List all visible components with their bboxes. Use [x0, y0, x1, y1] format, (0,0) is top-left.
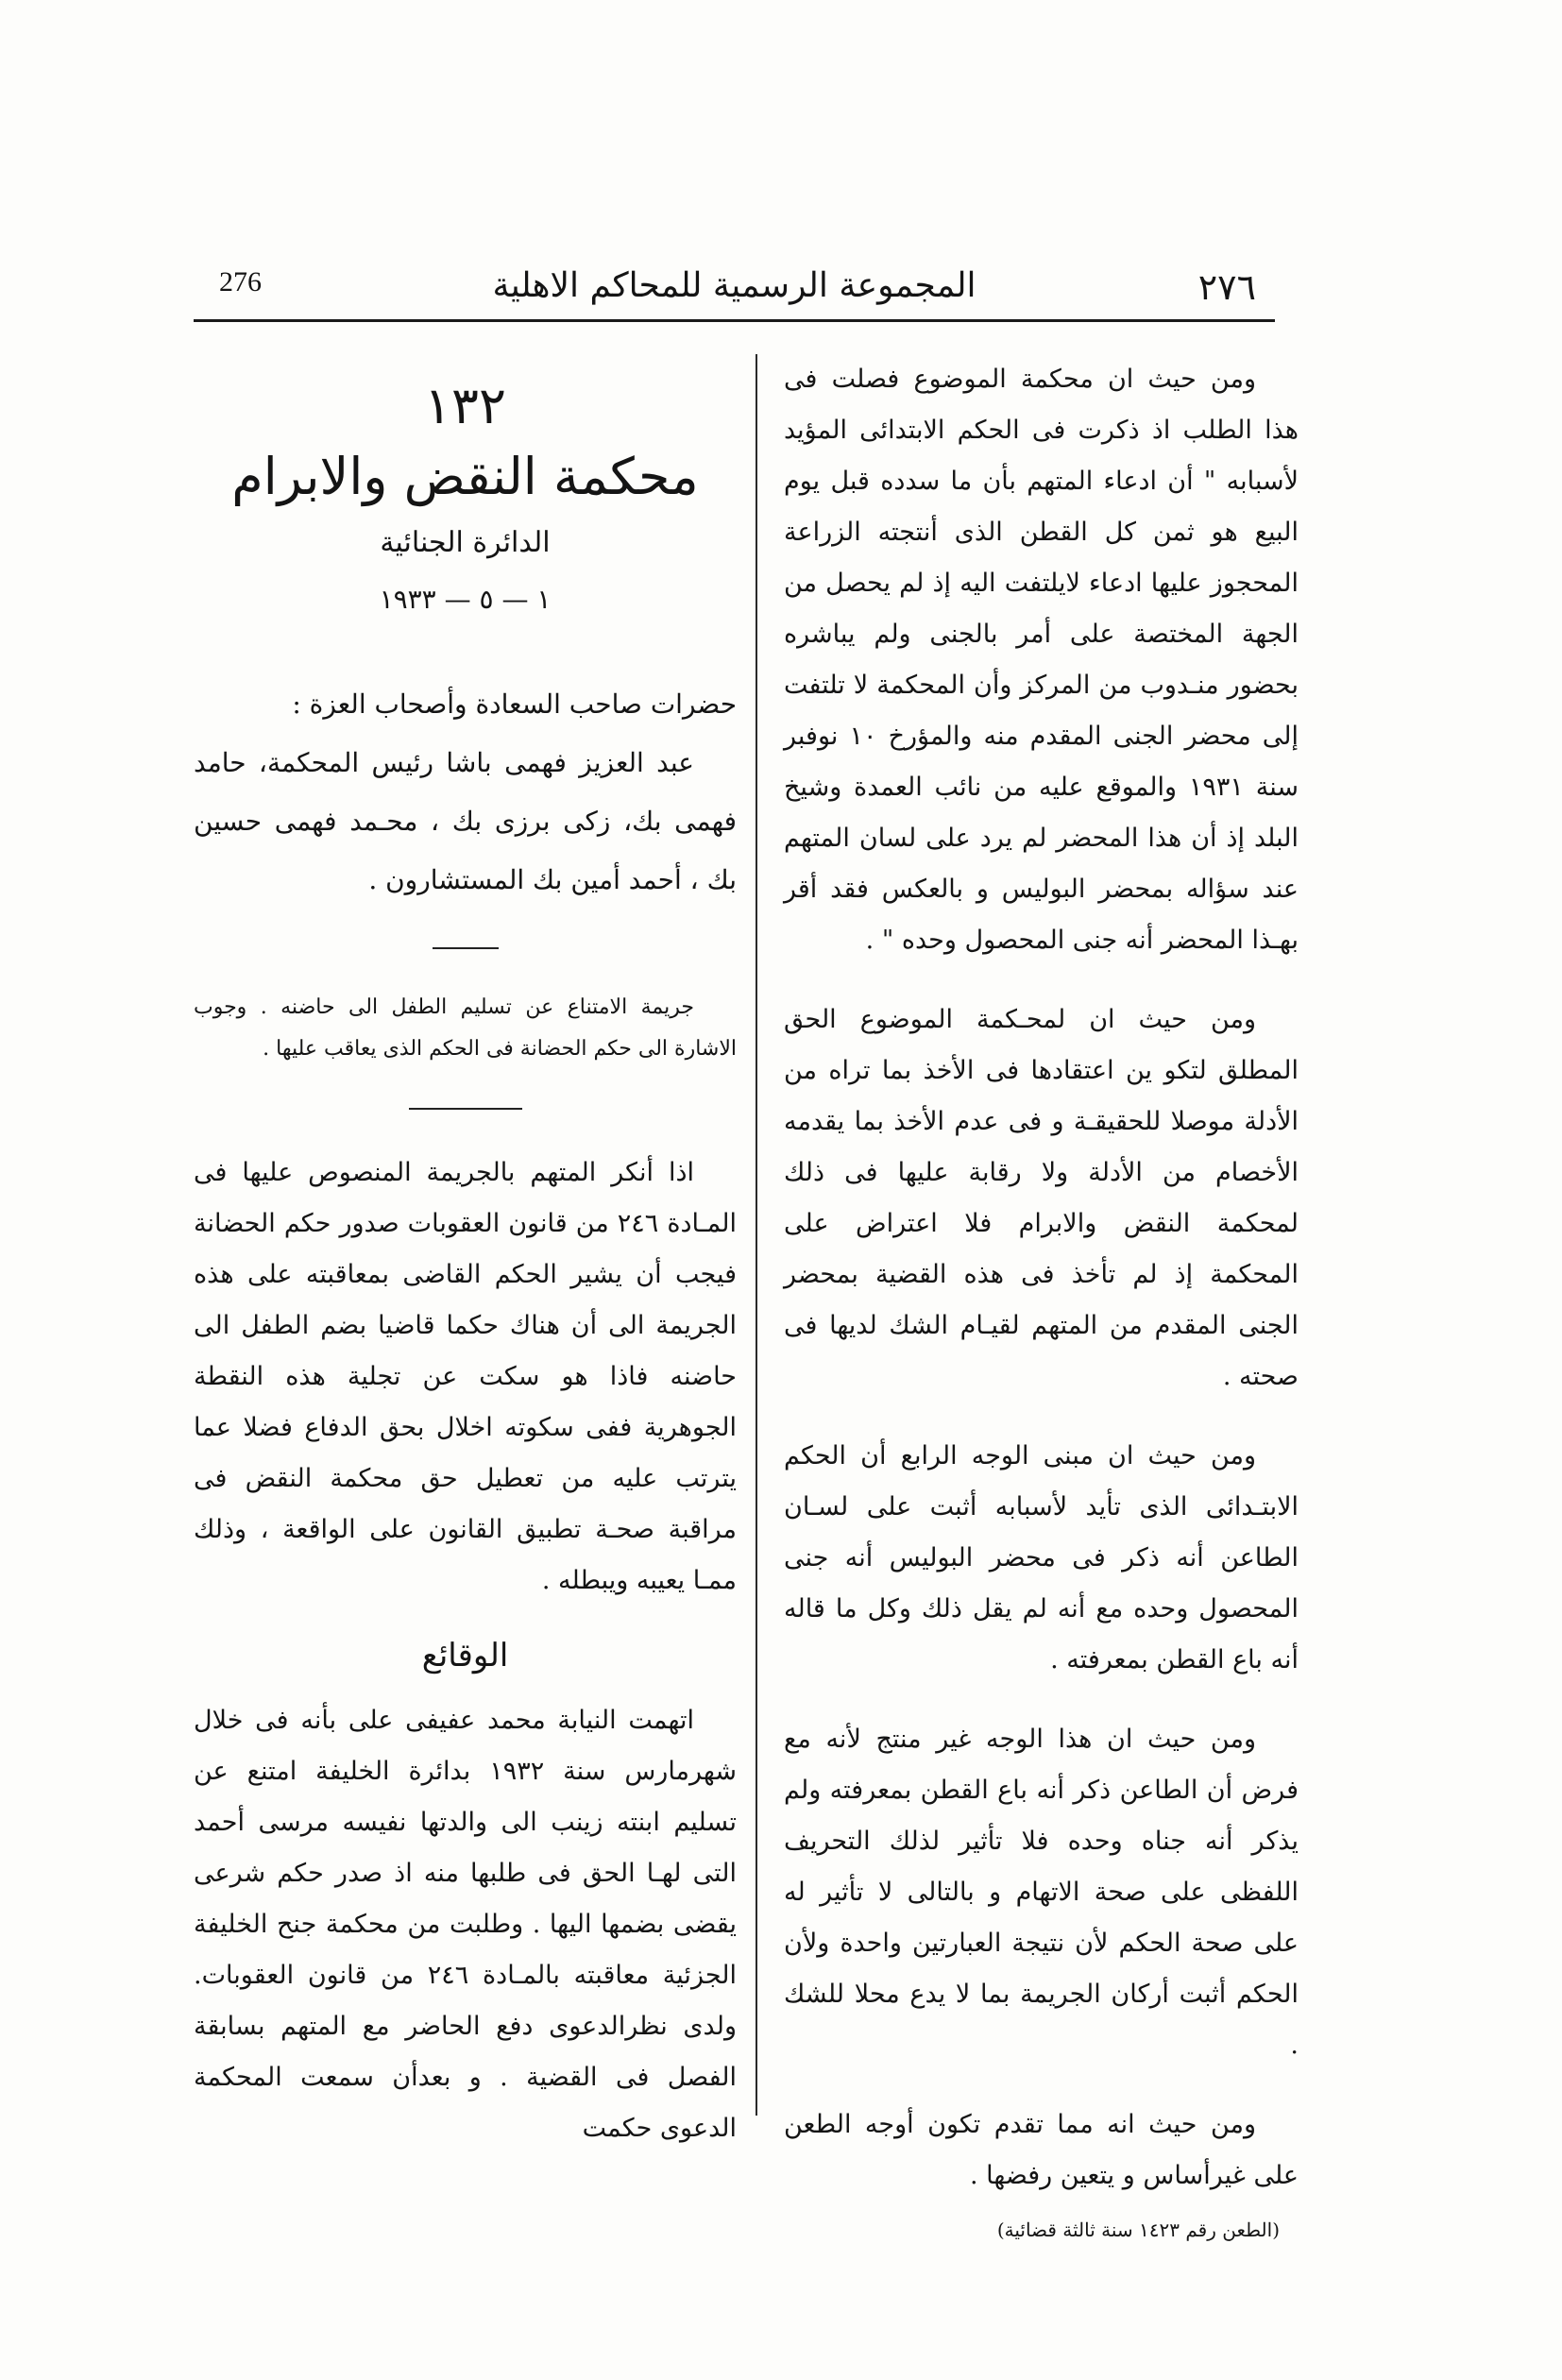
- circuit-name: الدائرة الجنائية: [380, 526, 551, 559]
- ruling-date: ١ — ٥ — ١٩٣٣: [379, 584, 552, 615]
- headnote-summary: جريمة الامتناع عن تسليم الطفل الى حاضنه . وجوب الاشارة الى حكم الحضانة فى الحكم الذى يعاقب عليها .: [194, 995, 737, 1061]
- separator-rule: [433, 947, 499, 949]
- facts-text: اتهمت النيابة محمد عفيفى على بأنه فى خلال شهرمارس سنة ١٩٣٢ بدائرة الخليفة امتنع عن تسليم ابنته زينب الى والدتها نفيسه مرسى أحمد التى لهـا الحق فى طلبها منه اذ صدر حكم شرعى يقضى بضمها اليها . وطلبت من محكمة جنح الخليفة الجزئية معاقبته بالمـادة ٢٤٦ من قانون العقوبات. ولدى نظرالدعوى دفع الحاضر مع المتهم بسابقة الفصل فى القضية . و بعدأن سمعت المحكمة الدعوى حكمت: [194, 1706, 737, 2143]
- column-divider: [756, 354, 757, 2116]
- left-column: [194, 359, 737, 2154]
- judges-list: عبد العزيز فهمى باشا رئيس المحكمة، حامد فهمى بك، زكى برزى بك ، محـمد فهمى حسين بك ، أحمد أمين بك المستشارون .: [194, 747, 737, 895]
- paragraph-4: ومن حيث ان هذا الوجه غير منتج لأنه مع فرض أن الطاعن ذكر أنه باع القطن بمعرفته ولم يذكر أنه جناه وحده فلا تأثير لذلك التحريف اللفظى على صحة الاتهام و بالتالى لا تأثير له على صحة الحكم لأن نتيجة العبارتين واحدة ولأن الحكم أثبت أركان الجريمة بما لا يدع محلا للشك .: [784, 1725, 1299, 2060]
- journal-title: المجموعة الرسمية للمحاكم الاهلية: [492, 266, 976, 305]
- ruling-number: ١٣٢: [423, 376, 506, 435]
- right-column: [784, 354, 1299, 2249]
- page-number-arabic: ٢٧٦: [1197, 266, 1256, 308]
- separator-rule: [409, 1108, 522, 1110]
- paragraph-2: ومن حيث ان لمحـكمة الموضوع الحق المطلق لتكو ين اعتقادها فى الأخذ بما تراه من الأدلة موصلا للحقيقـة و فى عدم الأخذ بما يقدمه الأخصام من الأدلة ولا رقابة عليها فى ذلك لمحكمة النقض والابرام فلا اعتراض على المحكمة إذ لم تأخذ فى هذه القضية بمحضر الجنى المقدم من المتهم لقيـام الشك لديها فى صحته .: [784, 1005, 1299, 1391]
- judges-intro: حضرات صاحب السعادة وأصحاب العزة :: [292, 688, 737, 720]
- legal-principle: اذا أنكر المتهم بالجريمة المنصوص عليها فى المـادة ٢٤٦ من قانون العقوبات صدور حكم الحضانة فيجب أن يشير الحكم القاضى بمعاقبته على هذه الجريمة الى أن هناك حكما قاضيا بضم الطفل الى حاضنه فاذا هو سكت عن تجلية هذه النقطة الجوهرية ففى سكوته اخلال بحق الدفاع فضلا عما يترتب عليه من تعطيل حق محكمة النقض فى مراقبة صحـة تطبيق القانون على الواقعة ، وذلك ممـا يعيبه ويبطله .: [194, 1158, 737, 1595]
- court-name: محكمة النقض والابرام: [231, 447, 699, 506]
- header-rule: [194, 319, 1275, 322]
- page-header: [194, 266, 1275, 314]
- paragraph-3: ومن حيث ان مبنى الوجه الرابع أن الحكم الابتـدائى الذى تأيد لأسبابه أثبت على لسـان الطاعن أنه ذكر فى محضر البوليس أنه جنى المحصول وحده مع أنه لم يقل ذلك وكل ما قاله أنه باع القطن بمعرفته .: [784, 1441, 1299, 1674]
- paragraph-5: ومن حيث انه مما تقدم تكون أوجه الطعن على غيرأساس و يتعين رفضها .: [784, 2110, 1299, 2190]
- page-number-latin: 276: [219, 266, 262, 298]
- facts-heading: الوقائع: [421, 1637, 509, 1674]
- case-citation: (الطعن رقم ١٤٢٣ سنة ثالثة قضائية): [996, 2218, 1280, 2241]
- paragraph-1: ومن حيث ان محكمة الموضوع فصلت فى هذا الطلب اذ ذكرت فى الحكم الابتدائى المؤيد لأسبابه " أن ادعاء المتهم بأن ما سدده قبل يوم البيع هو ثمن كل القطن الذى أنتجته الزراعة المحجوز عليها ادعاء لايلتفت اليه إذ لم يحصل من الجهة المختصة على أمر بالجنى ولم يباشره بحضور منـدوب من المركز وأن المحكمة لا تلتفت إلى محضر الجنى المقدم منه والمؤرخ ١٠ نوفبر سنة ١٩٣١ والموقع عليه من نائب العمدة وشيخ البلد إذ أن هذا المحضر لم يرد على لسان المتهم عند سؤاله بمحضر البوليس و بالعكس فقد أقر بهـذا المحضر أنه جنى المحصول وحده " .: [784, 365, 1299, 955]
